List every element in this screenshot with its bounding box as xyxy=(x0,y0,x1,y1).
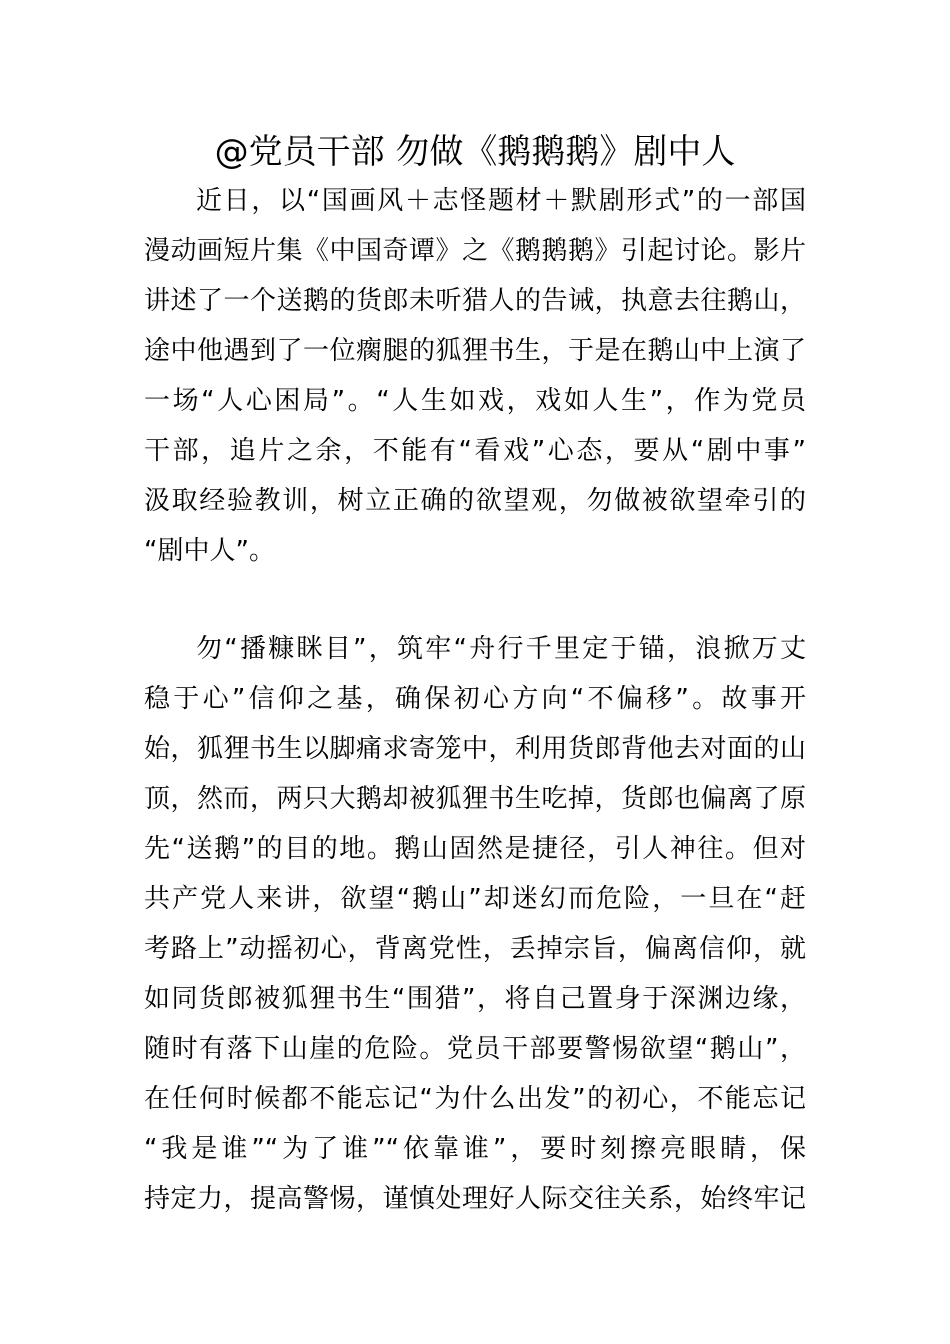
text-line: 考路上”动摇初心，背离党性，丢掉宗旨，偏离信仰，就 xyxy=(144,934,806,964)
paragraph-intro xyxy=(144,176,806,576)
text-line: 先“送鹅”的目的地。鹅山固然是捷径，引人神往。但对 xyxy=(144,834,806,864)
document-title: @党员干部 勿做《鹅鹅鹅》剧中人 xyxy=(214,132,736,172)
text-line: “我是谁”“为了谁”“依靠谁”，要时刻擦亮眼睛，保 xyxy=(144,1134,806,1164)
text-line: 途中他遇到了一位瘸腿的狐狸书生，于是在鹅山中上演了 xyxy=(144,336,806,366)
paragraph-section-1 xyxy=(144,624,806,1224)
text-line: 持定力，提高警惕，谨慎处理好人际交往关系，始终牢记 xyxy=(144,1184,806,1214)
text-line: 近日，以“国画风＋志怪题材＋默剧形式”的一部国 xyxy=(196,186,806,216)
text-line: 一场“人心困局”。“人生如戏，戏如人生”，作为党员 xyxy=(144,386,806,416)
text-line: 共产党人来讲，欲望“鹅山”却迷幻而危险，一旦在“赶 xyxy=(144,884,806,914)
text-line: 在任何时候都不能忘记“为什么出发”的初心，不能忘记 xyxy=(144,1084,806,1114)
text-line: “剧中人”。 xyxy=(144,536,275,566)
text-line: 稳于心”信仰之基，确保初心方向“不偏移”。故事开 xyxy=(144,684,806,714)
text-line: 讲述了一个送鹅的货郎未听猎人的告诫，执意去往鹅山， xyxy=(144,286,806,316)
text-line: 随时有落下山崖的危险。党员干部要警惕欲望“鹅山”， xyxy=(144,1034,806,1064)
text-line: 漫动画短片集《中国奇谭》之《鹅鹅鹅》引起讨论。影片 xyxy=(144,236,806,266)
text-line: 勿“播糠眯目”，筑牢“舟行千里定于锚，浪掀万丈 xyxy=(196,634,806,664)
text-line: 始，狐狸书生以脚痛求寄笼中，利用货郎背他去对面的山 xyxy=(144,734,806,764)
text-line: 如同货郎被狐狸书生“围猎”，将自己置身于深渊边缘， xyxy=(144,984,806,1014)
text-line: 顶，然而，两只大鹅却被狐狸书生吃掉，货郎也偏离了原 xyxy=(144,784,806,814)
text-line: 干部，追片之余，不能有“看戏”心态，要从“剧中事” xyxy=(144,436,806,466)
text-line: 汲取经验教训，树立正确的欲望观，勿做被欲望牵引的 xyxy=(144,486,806,516)
